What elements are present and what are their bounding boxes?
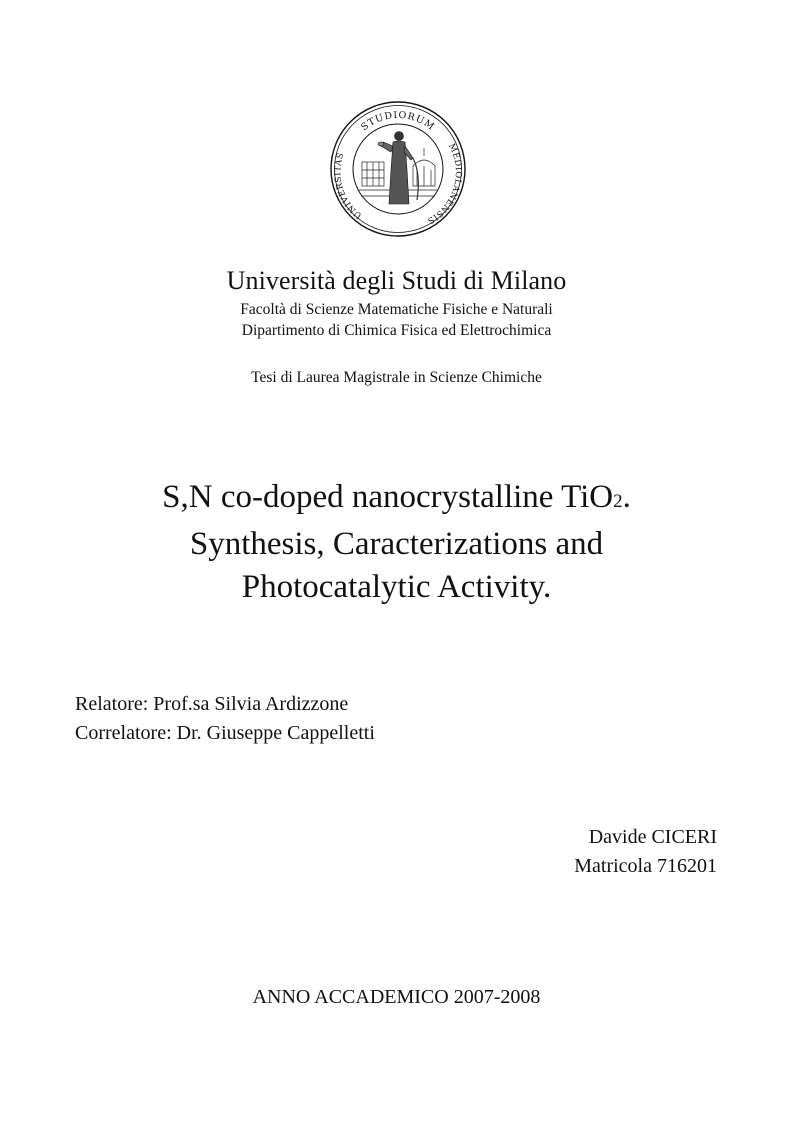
title-line-1-main: S,N co-doped nanocrystalline TiO (162, 479, 614, 515)
svg-text:UNIVERSITAS (333, 151, 364, 220)
correlatore: Correlatore: Dr. Giuseppe Cappelletti (75, 722, 375, 744)
thesis-type: Tesi di Laurea Magistrale in Scienze Chimiche (251, 369, 542, 386)
seal-left-text: UNIVERSITAS (333, 151, 365, 221)
title-line-1-end: . (622, 479, 631, 515)
svg-text:STUDIORUM (359, 110, 436, 133)
candidate-matricola: Matricola 716201 (574, 855, 717, 877)
title-subscript: 2 (613, 491, 623, 512)
title-line-2: Synthesis, Caracterizations and (189, 526, 604, 562)
seal-emblem-icon (329, 100, 467, 238)
title-line-1 (0, 476, 793, 523)
seal-top-text: STUDIORUM (359, 109, 437, 134)
academic-year: ANNO ACCADEMICO 2007-2008 (252, 986, 541, 1008)
department-name: Dipartimento di Chimica Fisica ed Elettrochimica (241, 322, 552, 339)
candidate-name: Davide CICERI (588, 826, 717, 848)
relatore: Relatore: Prof.sa Silvia Ardizzone (75, 693, 349, 715)
thesis-title (0, 476, 793, 609)
seal-right-text: MEDIOLANENSIS (425, 142, 464, 226)
university-seal (329, 100, 467, 238)
faculty-name: Facoltà di Scienze Matematiche Fisiche e Naturali (240, 301, 553, 318)
university-name: Università degli Studi di Milano (226, 266, 567, 295)
title-line-3: Photocatalytic Activity. (241, 569, 552, 605)
